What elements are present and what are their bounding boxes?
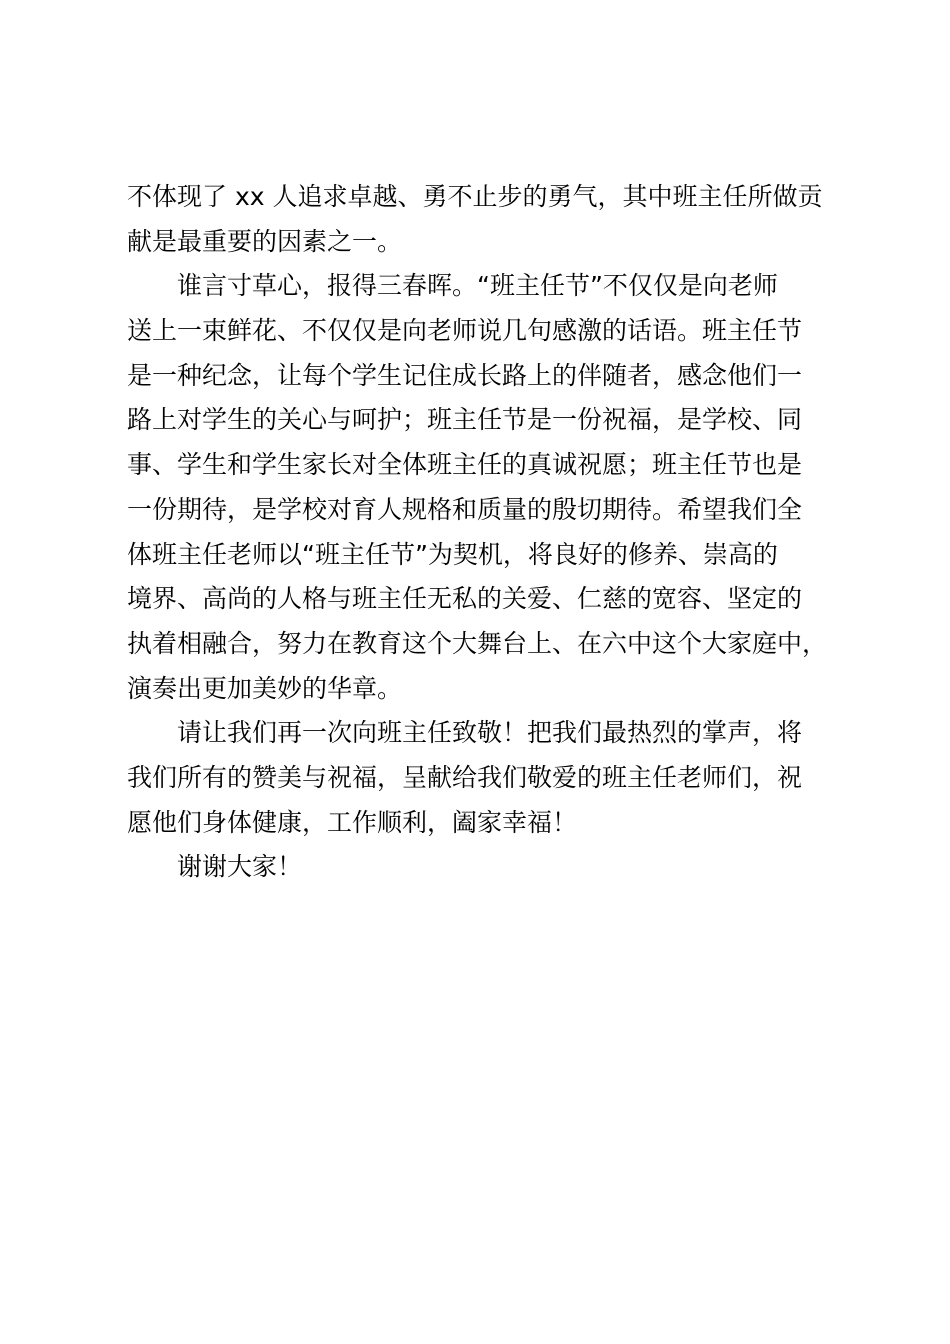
text-line: 执着相融合，努力在教育这个大舞台上、在六中这个大家庭中， [127, 628, 828, 658]
text-line: 事、学生和学生家长对全体班主任的真诚祝愿；班主任节也是 [127, 450, 803, 480]
text-line: 演奏出更加美妙的华章。 [127, 673, 403, 703]
text-line: 境界、高尚的人格与班主任无私的关爱、仁慈的宽容、坚定的 [127, 584, 803, 614]
paragraph-start-line: 谁言寸草心，报得三春晖。“班主任节”不仅仅是向老师 [177, 271, 778, 301]
document-body [127, 175, 837, 890]
text-line: 一份期待，是学校对育人规格和质量的殷切期待。希望我们全 [127, 494, 803, 524]
text-line: 我们所有的赞美与祝福，呈献给我们敬爱的班主任老师们，祝 [127, 762, 803, 792]
text-line: 献是最重要的因素之一。 [127, 226, 403, 256]
text-line: 不体现了 xx 人追求卓越、勇不止步的勇气，其中班主任所做贡 [127, 182, 823, 211]
text-line: 愿他们身体健康，工作顺利，阖家幸福！ [127, 807, 578, 837]
closing-line: 谢谢大家！ [177, 852, 303, 882]
text-line: 路上对学生的关心与呵护；班主任节是一份祝福，是学校、同 [127, 405, 803, 435]
text-line: 体班主任老师以“班主任节”为契机，将良好的修养、崇高的 [127, 539, 778, 569]
text-line: 是一种纪念，让每个学生记住成长路上的伴随者，感念他们一 [127, 360, 803, 390]
text-line: 送上一束鲜花、不仅仅是向老师说几句感激的话语。班主任节 [127, 316, 803, 346]
paragraph-start-line: 请让我们再一次向班主任致敬！把我们最热烈的掌声，将 [177, 718, 803, 748]
